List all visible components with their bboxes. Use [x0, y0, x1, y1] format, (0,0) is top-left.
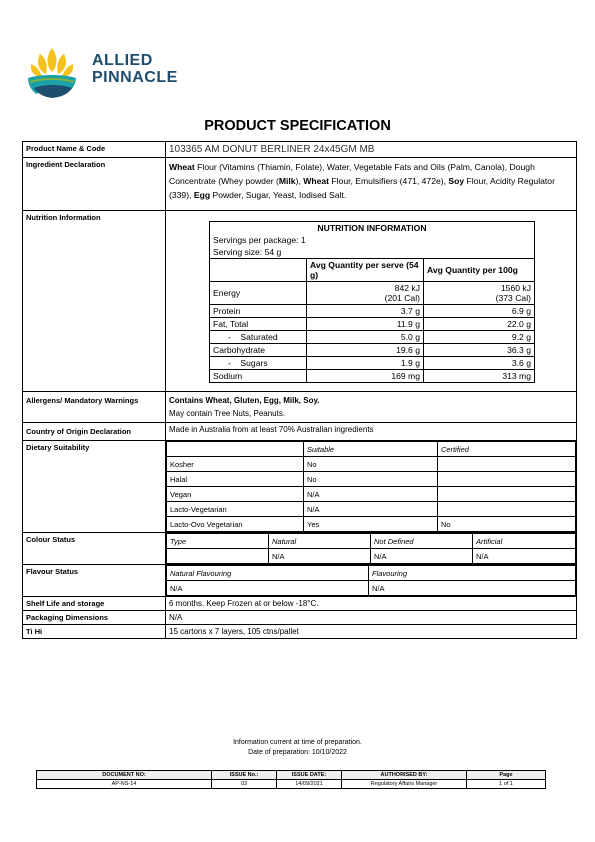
row-origin — [23, 423, 577, 441]
nutri-v2: 6.9 g — [424, 305, 535, 318]
doc-authorised: Regulatory Affairs Manager — [342, 780, 467, 789]
value-origin: Made in Australia from at least 70% Australian ingredients — [166, 423, 577, 441]
nutri-name: - Saturated — [210, 331, 307, 344]
row-shelf — [23, 597, 577, 611]
nutrition-cell — [166, 211, 577, 392]
label-shelf: Shelf Life and storage — [23, 597, 166, 611]
spec-table — [22, 141, 577, 639]
nutri-v2: 9.2 g — [424, 331, 535, 344]
label-nutrition: Nutrition Information — [23, 211, 166, 392]
doc-header-number: DOCUMENT NO: — [37, 771, 212, 780]
doc-header-issue: ISSUE No.: — [212, 771, 277, 780]
brand-name — [92, 52, 178, 86]
dietary-row — [167, 517, 576, 532]
dietary-certified — [438, 472, 576, 487]
value-packaging: N/A — [166, 611, 577, 625]
nutri-v1: 19.6 g — [307, 344, 424, 357]
value-shelf: 6 months. Keep Frozen at or below -18°C. — [166, 597, 577, 611]
row-nutrition — [23, 211, 577, 392]
colour-notdefined: N/A — [371, 549, 473, 564]
nutri-v1: 11.9 g — [307, 318, 424, 331]
footer-date: Date of preparation: 10/10/2022 — [248, 749, 347, 756]
nutri-v1: 169 mg — [307, 370, 424, 383]
row-product — [23, 142, 577, 158]
allergen-may-contain: May contain Tree Nuts, Peanuts. — [169, 409, 286, 418]
value-ingredients: Wheat Flour (Vitamins (Thiamin, Folate), Water, Vegetable Fats and Oils (Palm, Canola), Dough Concentrate (Whey powder (Milk), Wheat Flour, Emulsifiers (471, 472e), Soy Flour, Acidity Regulator (339), Egg Powder, Sugar, Yeast, Iodised Salt. — [166, 158, 577, 211]
colour-header-artificial: Artificial — [473, 534, 576, 549]
company-logo — [26, 42, 186, 104]
nutri-v2: 22.0 g — [424, 318, 535, 331]
nutri-v2: 313 mg — [424, 370, 535, 383]
label-tihi: Ti Hi — [23, 625, 166, 639]
nutri-v2: 3.6 g — [424, 357, 535, 370]
value-product: 103365 AM DONUT BERLINER 24x45GM MB — [166, 142, 577, 158]
label-ingredients: Ingredient Declaration — [23, 158, 166, 211]
nutri-row — [210, 305, 535, 318]
col-per-serve: Avg Quantity per serve (54 g) — [307, 259, 424, 282]
row-tihi — [23, 625, 577, 639]
value-tihi: 15 cartons x 7 layers, 105 ctns/pallet — [166, 625, 577, 639]
row-allergens — [23, 392, 577, 423]
nutri-v2: 1560 kJ (373 Cal) — [424, 282, 535, 305]
nutri-v1: 842 kJ (201 Cal) — [307, 282, 424, 305]
nutri-name: Energy — [210, 282, 307, 305]
nutri-row — [210, 344, 535, 357]
nutri-row — [210, 331, 535, 344]
dietary-certified — [438, 457, 576, 472]
dietary-cell — [166, 441, 577, 533]
nutri-row — [210, 318, 535, 331]
value-allergens — [166, 392, 577, 423]
label-origin: Country of Origin Declaration — [23, 423, 166, 441]
nutri-name: Sodium — [210, 370, 307, 383]
flavour-table — [166, 565, 576, 596]
doc-number: AP-NS-14 — [37, 780, 212, 789]
col-per-100g: Avg Quantity per 100g — [424, 259, 535, 282]
dietary-name: Halal — [167, 472, 304, 487]
dietary-header-certified: Certified — [438, 442, 576, 457]
nutri-v1: 1.9 g — [307, 357, 424, 370]
colour-natural: N/A — [269, 549, 371, 564]
dietary-certified — [438, 502, 576, 517]
nutri-row — [210, 357, 535, 370]
footer-line1: Information current at time of preparation. — [233, 739, 362, 746]
nutri-row — [210, 370, 535, 383]
dietary-row — [167, 472, 576, 487]
doc-header-authorised: AUTHORISED BY: — [342, 771, 467, 780]
doc-issue: 03 — [212, 780, 277, 789]
nutrition-panel — [209, 221, 535, 383]
colour-header-natural: Natural — [269, 534, 371, 549]
doc-date: 14/09/2021 — [277, 780, 342, 789]
flavour-natural: N/A — [167, 581, 369, 596]
doc-header-date: ISSUE DATE: — [277, 771, 342, 780]
dietary-table — [166, 441, 576, 532]
wheat-logo-icon — [26, 42, 86, 102]
dietary-name: Kosher — [167, 457, 304, 472]
dietary-suitable: N/A — [304, 502, 438, 517]
label-packaging: Packaging Dimensions — [23, 611, 166, 625]
dietary-name: Lacto-Ovo Vegetarian — [167, 517, 304, 532]
row-flavour — [23, 565, 577, 597]
nutri-name: Carbohydrate — [210, 344, 307, 357]
brand-line1: ALLIED — [92, 52, 153, 69]
nutri-name: - Sugars — [210, 357, 307, 370]
dietary-header-suitable: Suitable — [304, 442, 438, 457]
flavour-header-flavouring: Flavouring — [369, 566, 576, 581]
dietary-row — [167, 502, 576, 517]
doc-page: 1 of 1 — [467, 780, 546, 789]
row-dietary — [23, 441, 577, 533]
nutri-v1: 3.7 g — [307, 305, 424, 318]
dietary-suitable: No — [304, 472, 438, 487]
dietary-certified: No — [438, 517, 576, 532]
document-control-table — [36, 770, 546, 789]
dietary-suitable: N/A — [304, 487, 438, 502]
flavour-header-natural: Natural Flavouring — [167, 566, 369, 581]
dietary-suitable: No — [304, 457, 438, 472]
servings-per-package: Servings per package: 1 — [210, 234, 535, 246]
doc-header-page: Page — [467, 771, 546, 780]
label-allergens: Allergens/ Mandatory Warnings — [23, 392, 166, 423]
label-dietary: Dietary Suitability — [23, 441, 166, 533]
colour-header-notdefined: Not Defined — [371, 534, 473, 549]
dietary-certified — [438, 487, 576, 502]
dietary-name: Vegan — [167, 487, 304, 502]
flavour-cell — [166, 565, 577, 597]
label-colour: Colour Status — [23, 533, 166, 565]
allergen-contains: Contains Wheat, Gluten, Egg, Milk, Soy. — [169, 396, 320, 405]
nutri-v1: 5.0 g — [307, 331, 424, 344]
nutrition-title: NUTRITION INFORMATION — [210, 222, 535, 235]
row-colour — [23, 533, 577, 565]
dietary-name: Lacto-Vegetarian — [167, 502, 304, 517]
nutri-row-energy — [210, 282, 535, 305]
label-product: Product Name & Code — [23, 142, 166, 158]
flavour-flavouring: N/A — [369, 581, 576, 596]
preparation-note — [0, 738, 595, 758]
dietary-suitable: Yes — [304, 517, 438, 532]
colour-artificial: N/A — [473, 549, 576, 564]
row-packaging — [23, 611, 577, 625]
brand-line2: PINNACLE — [92, 69, 178, 86]
colour-table — [166, 533, 576, 564]
colour-header-type: Type — [167, 534, 269, 549]
row-ingredients — [23, 158, 577, 211]
nutri-v2: 36.3 g — [424, 344, 535, 357]
dietary-row — [167, 487, 576, 502]
nutri-name: Protein — [210, 305, 307, 318]
label-flavour: Flavour Status — [23, 565, 166, 597]
page-title: PRODUCT SPECIFICATION — [204, 118, 391, 134]
nutri-name: Fat, Total — [210, 318, 307, 331]
serving-size: Serving size: 54 g — [210, 246, 535, 259]
dietary-row — [167, 457, 576, 472]
colour-cell — [166, 533, 577, 565]
